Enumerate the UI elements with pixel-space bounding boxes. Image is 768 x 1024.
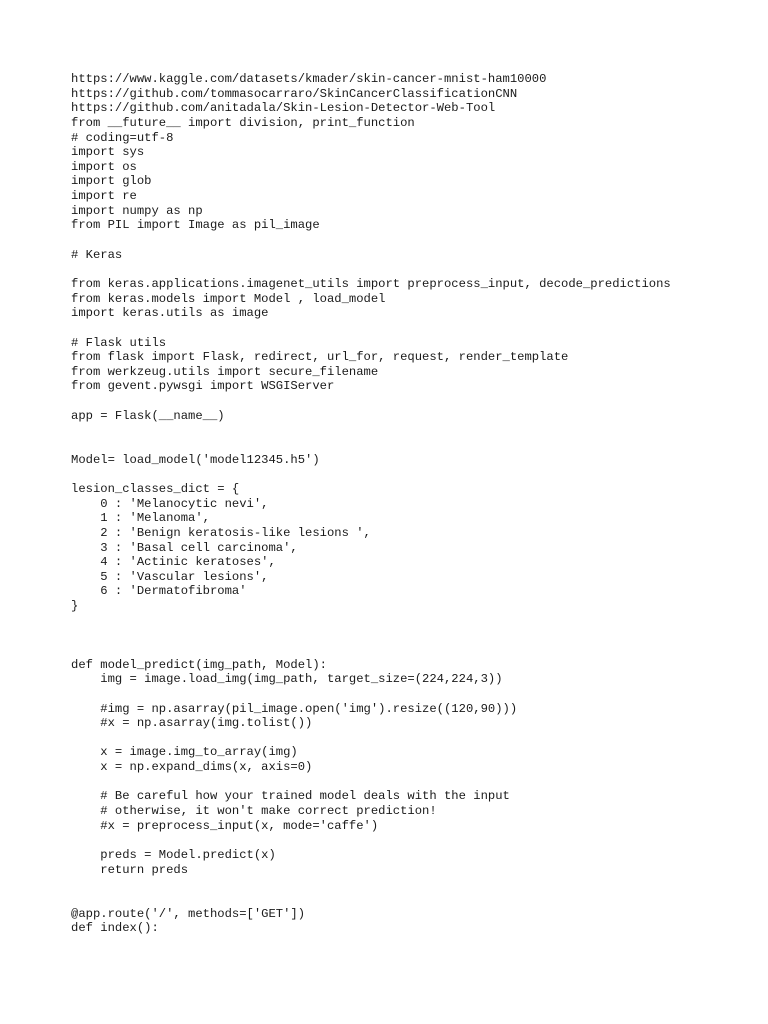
code-line (71, 775, 751, 790)
code-line (71, 687, 751, 702)
code-line: import os (71, 159, 137, 174)
code-line: x = np.expand_dims(x, axis=0) (71, 760, 313, 775)
code-line: 6 : 'Dermatofibroma' (71, 584, 247, 599)
code-line: app = Flask(__name__) (71, 408, 225, 423)
code-line (71, 394, 751, 409)
code-line (71, 877, 751, 892)
code-line: # Flask utils (71, 335, 167, 350)
code-line: } (71, 599, 79, 614)
code-line: preds = Model.predict(x) (71, 847, 276, 862)
code-line (71, 438, 751, 453)
code-block (71, 72, 751, 936)
code-line: # coding=utf-8 (71, 130, 174, 145)
code-line (71, 321, 751, 336)
code-line: #x = np.asarray(img.tolist()) (71, 716, 313, 731)
code-line: from keras.models import Model , load_model (71, 291, 386, 306)
code-line (71, 423, 751, 438)
code-line (71, 233, 751, 248)
code-line: import numpy as np (71, 203, 203, 218)
code-line: def index(): (71, 921, 159, 936)
code-line: 0 : 'Melanocytic nevi', (71, 496, 269, 511)
code-line: return preds (71, 862, 189, 877)
code-line (71, 892, 751, 907)
code-line: import re (71, 189, 137, 204)
code-line: 4 : 'Actinic keratoses', (71, 555, 276, 570)
code-line: @app.route('/', methods=['GET']) (71, 906, 306, 921)
code-line: https://www.kaggle.com/datasets/kmader/skin-cancer-mnist-ham10000 (71, 72, 547, 86)
code-line (71, 467, 751, 482)
code-line: 1 : 'Melanoma', (71, 511, 210, 526)
code-line: from werkzeug.utils import secure_filename (71, 364, 379, 379)
code-line: x = image.img_to_array(img) (71, 745, 298, 760)
code-line: # Keras (71, 247, 123, 262)
code-line: # otherwise, it won't make correct prediction! (71, 804, 437, 819)
code-line (71, 614, 751, 629)
code-line: def model_predict(img_path, Model): (71, 657, 327, 672)
code-line: from gevent.pywsgi import WSGIServer (71, 379, 335, 394)
code-line: from PIL import Image as pil_image (71, 218, 320, 233)
code-line: import glob (71, 174, 152, 189)
code-line: img = image.load_img(img_path, target_size=(224,224,3)) (71, 672, 503, 687)
code-line: #x = preprocess_input(x, mode='caffe') (71, 818, 379, 833)
code-line: import keras.utils as image (71, 306, 269, 321)
code-line: https://github.com/tommasocarraro/SkinCancerClassificationCNN (71, 86, 518, 101)
code-line: 5 : 'Vascular lesions', (71, 569, 269, 584)
code-line (71, 628, 751, 643)
code-line (71, 262, 751, 277)
code-line: from __future__ import division, print_function (71, 115, 415, 130)
code-line: lesion_classes_dict = { (71, 481, 240, 496)
code-line: https://github.com/anitadala/Skin-Lesion-Detector-Web-Tool (71, 101, 496, 116)
code-line: Model= load_model('model12345.h5') (71, 452, 320, 467)
code-line: import sys (71, 145, 145, 160)
code-line: from keras.applications.imagenet_utils import preprocess_input, decode_predictions (71, 276, 671, 291)
code-line: 3 : 'Basal cell carcinoma', (71, 540, 298, 555)
code-line (71, 731, 751, 746)
code-line (71, 833, 751, 848)
code-line: # Be careful how your trained model deals with the input (71, 789, 510, 804)
code-line: from flask import Flask, redirect, url_for, request, render_template (71, 350, 569, 365)
code-line: 2 : 'Benign keratosis-like lesions ', (71, 525, 371, 540)
code-line (71, 643, 751, 658)
code-line: #img = np.asarray(pil_image.open('img').resize((120,90))) (71, 701, 518, 716)
